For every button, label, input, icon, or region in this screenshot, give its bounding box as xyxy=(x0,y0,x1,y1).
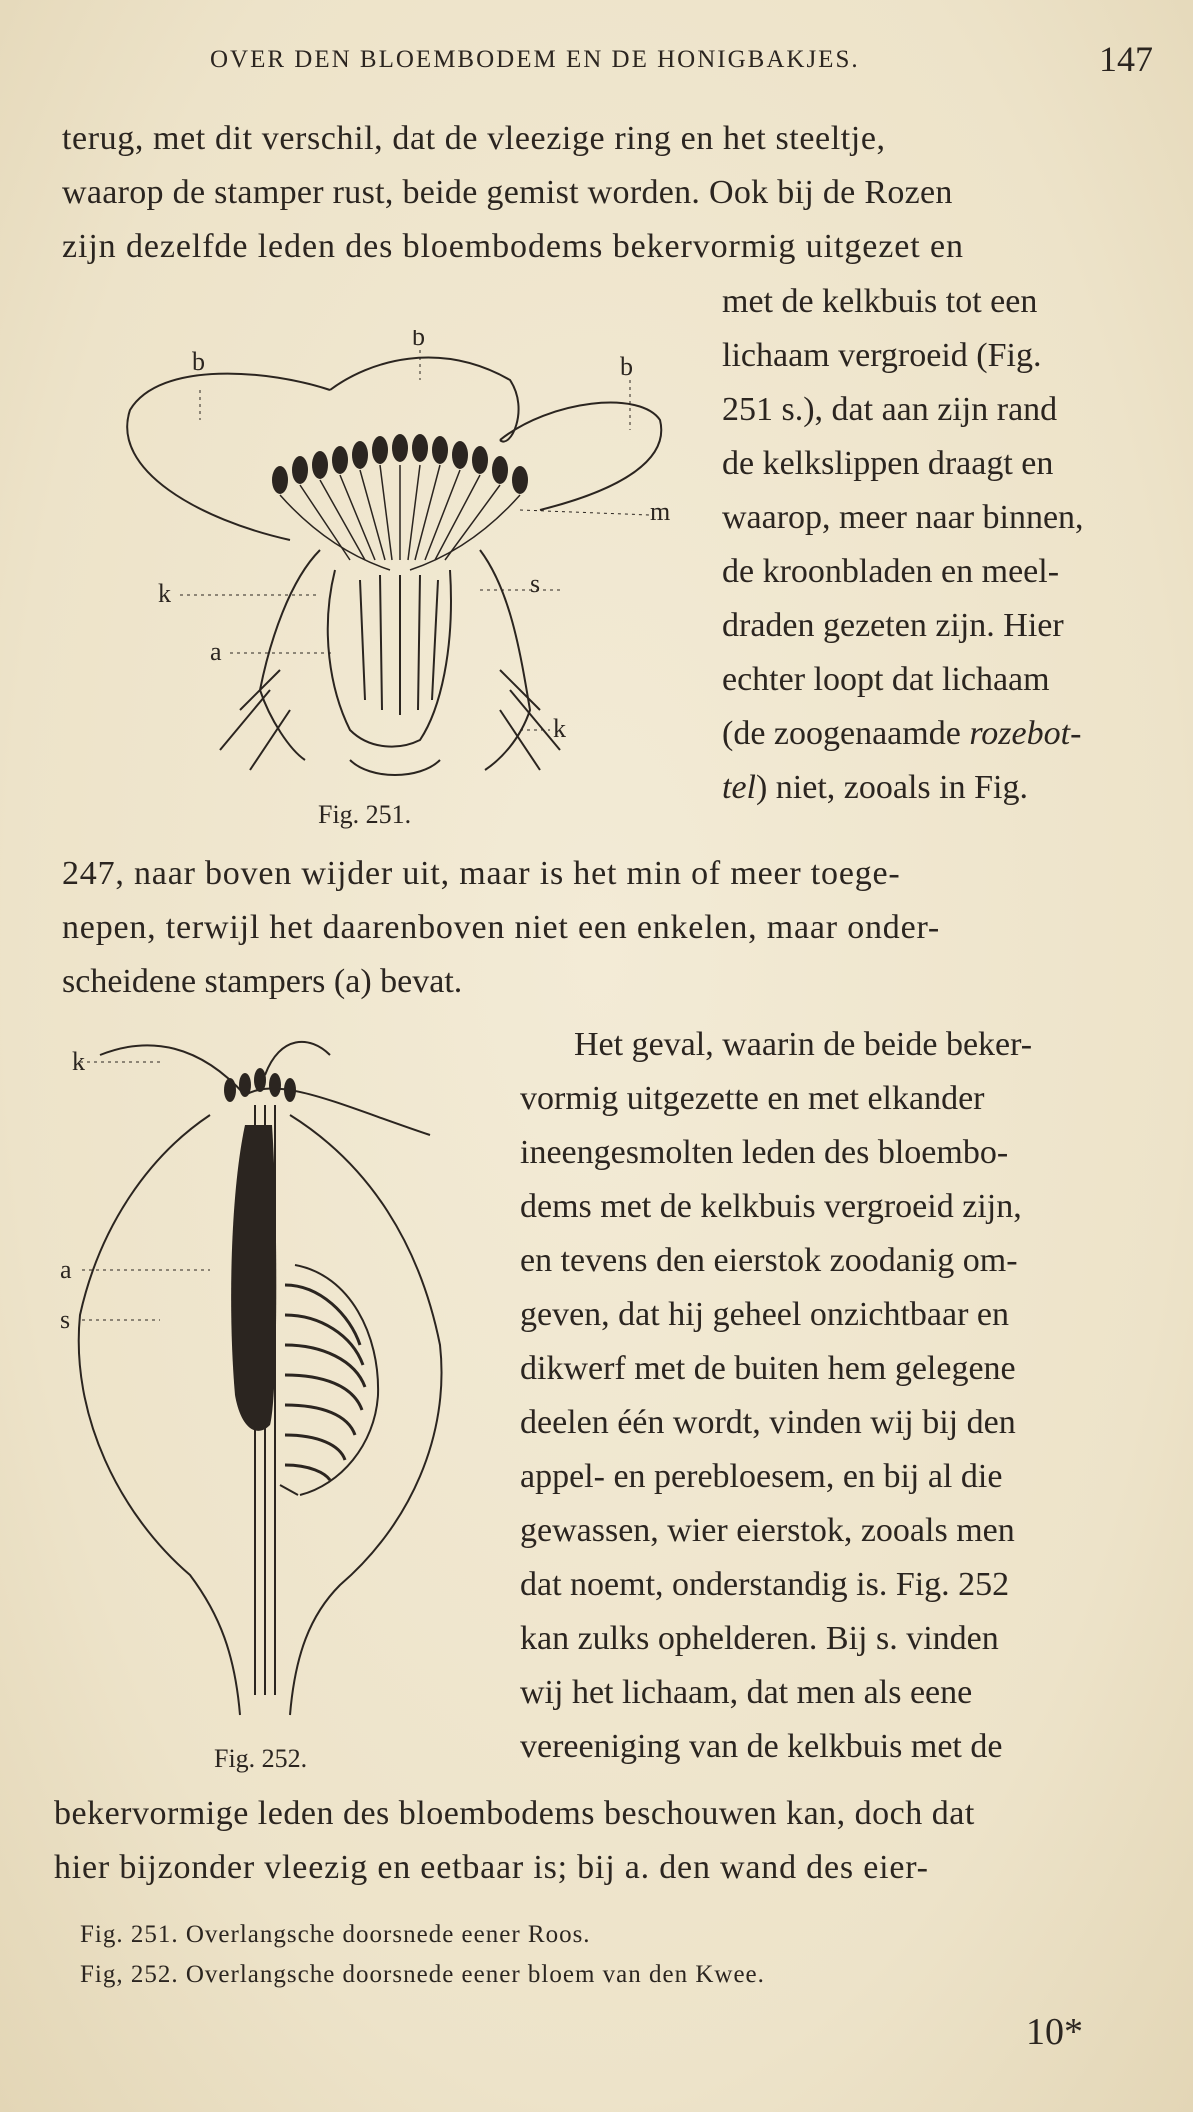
body-line: waarop de stamper rust, beide gemist worden. Ook bij de Rozen xyxy=(62,174,953,211)
figure-label-a: a xyxy=(60,1255,72,1284)
figure-label-s: s xyxy=(60,1305,71,1334)
body-line-italic-mixed: (de zoogenaamde rozebot- xyxy=(722,715,1082,752)
body-line: dat noemt, onderstandig is. Fig. 252 xyxy=(520,1566,1010,1603)
body-line: waarop, meer naar binnen, xyxy=(722,499,1084,536)
body-line: 251 s.), dat aan zijn rand xyxy=(722,391,1058,428)
body-line: de kroonbladen en meel- xyxy=(722,553,1060,590)
body-line: 247, naar boven wijder uit, maar is het min of meer toege- xyxy=(62,855,901,892)
figure-label-s: s xyxy=(530,569,541,598)
body-line: nepen, terwijl het daarenboven niet een enkelen, maar onder- xyxy=(62,909,941,946)
body-line: bekervormige leden des bloembodems beschouwen kan, doch dat xyxy=(54,1795,975,1832)
page-header xyxy=(210,30,1153,90)
body-line: deelen één wordt, vinden wij bij den xyxy=(520,1404,1016,1441)
body-line: lichaam vergroeid (Fig. xyxy=(722,337,1042,374)
body-line: ineengesmolten leden des bloembo- xyxy=(520,1134,1009,1171)
body-line: vereeniging van de kelkbuis met de xyxy=(520,1728,1003,1765)
signature-mark: 10* xyxy=(1026,2011,1083,2053)
body-line: de kelkslippen draagt en xyxy=(722,445,1054,482)
body-line: dems met de kelkbuis vergroeid zijn, xyxy=(520,1188,1022,1225)
figure-label-b: b xyxy=(192,347,205,376)
body-line: appel- en perebloesem, en bij al die xyxy=(520,1458,1003,1495)
figure-label-b: b xyxy=(620,352,633,381)
figure-251-rose-section xyxy=(120,330,680,800)
body-line: kan zulks ophelderen. Bij s. vinden xyxy=(520,1620,999,1657)
figure-footnotes xyxy=(80,1915,765,1995)
figure-label-m: m xyxy=(650,497,671,526)
running-head: OVER DEN BLOEMBODEM EN DE HONIGBAKJES. xyxy=(210,46,860,73)
figure-label-b: b xyxy=(412,330,425,351)
figure-label-k: k xyxy=(553,714,566,743)
figure-251-caption: Fig. 251. xyxy=(318,800,412,829)
rose-section-drawing xyxy=(120,330,680,800)
body-line: vormig uitgezette en met elkander xyxy=(520,1080,985,1117)
page-number: 147 xyxy=(1099,39,1153,79)
figure-label-k: k xyxy=(72,1047,85,1076)
body-line: gewassen, wier eierstok, zooals men xyxy=(520,1512,1015,1549)
body-line: draden gezeten zijn. Hier xyxy=(722,607,1064,644)
body-line: en tevens den eierstok zoodanig om- xyxy=(520,1242,1018,1279)
body-line: met de kelkbuis tot een xyxy=(722,283,1038,320)
body-line: terug, met dit verschil, dat de vleezige ring en het steeltje, xyxy=(62,120,886,157)
footnote: Fig, 252. Overlangsche doorsnede eener bloem van den Kwee. xyxy=(80,1961,765,1988)
body-line: dikwerf met de buiten hem gelegene xyxy=(520,1350,1016,1387)
body-line-italic-mixed: tel) niet, zooals in Fig. xyxy=(722,769,1028,806)
body-line: echter loopt dat lichaam xyxy=(722,661,1050,698)
body-line: geven, dat hij geheel onzichtbaar en xyxy=(520,1296,1009,1333)
body-line: scheidene stampers (a) bevat. xyxy=(62,963,463,1000)
figure-label-a: a xyxy=(210,637,222,666)
figure-252-quince-section xyxy=(60,1015,490,1735)
body-line: Het geval, waarin de beide beker- xyxy=(574,1026,1033,1063)
figure-label-k: k xyxy=(158,579,171,608)
body-line: hier bijzonder vleezig en eetbaar is; bij a. den wand des eier- xyxy=(54,1849,929,1886)
body-line: zijn dezelfde leden des bloembodems bekervormig uitgezet en xyxy=(62,228,964,265)
quince-section-drawing xyxy=(60,1015,490,1735)
body-line: wij het lichaam, dat men als eene xyxy=(520,1674,973,1711)
figure-252-caption: Fig. 252. xyxy=(214,1744,308,1773)
footnote: Fig. 251. Overlangsche doorsnede eener Roos. xyxy=(80,1921,591,1948)
